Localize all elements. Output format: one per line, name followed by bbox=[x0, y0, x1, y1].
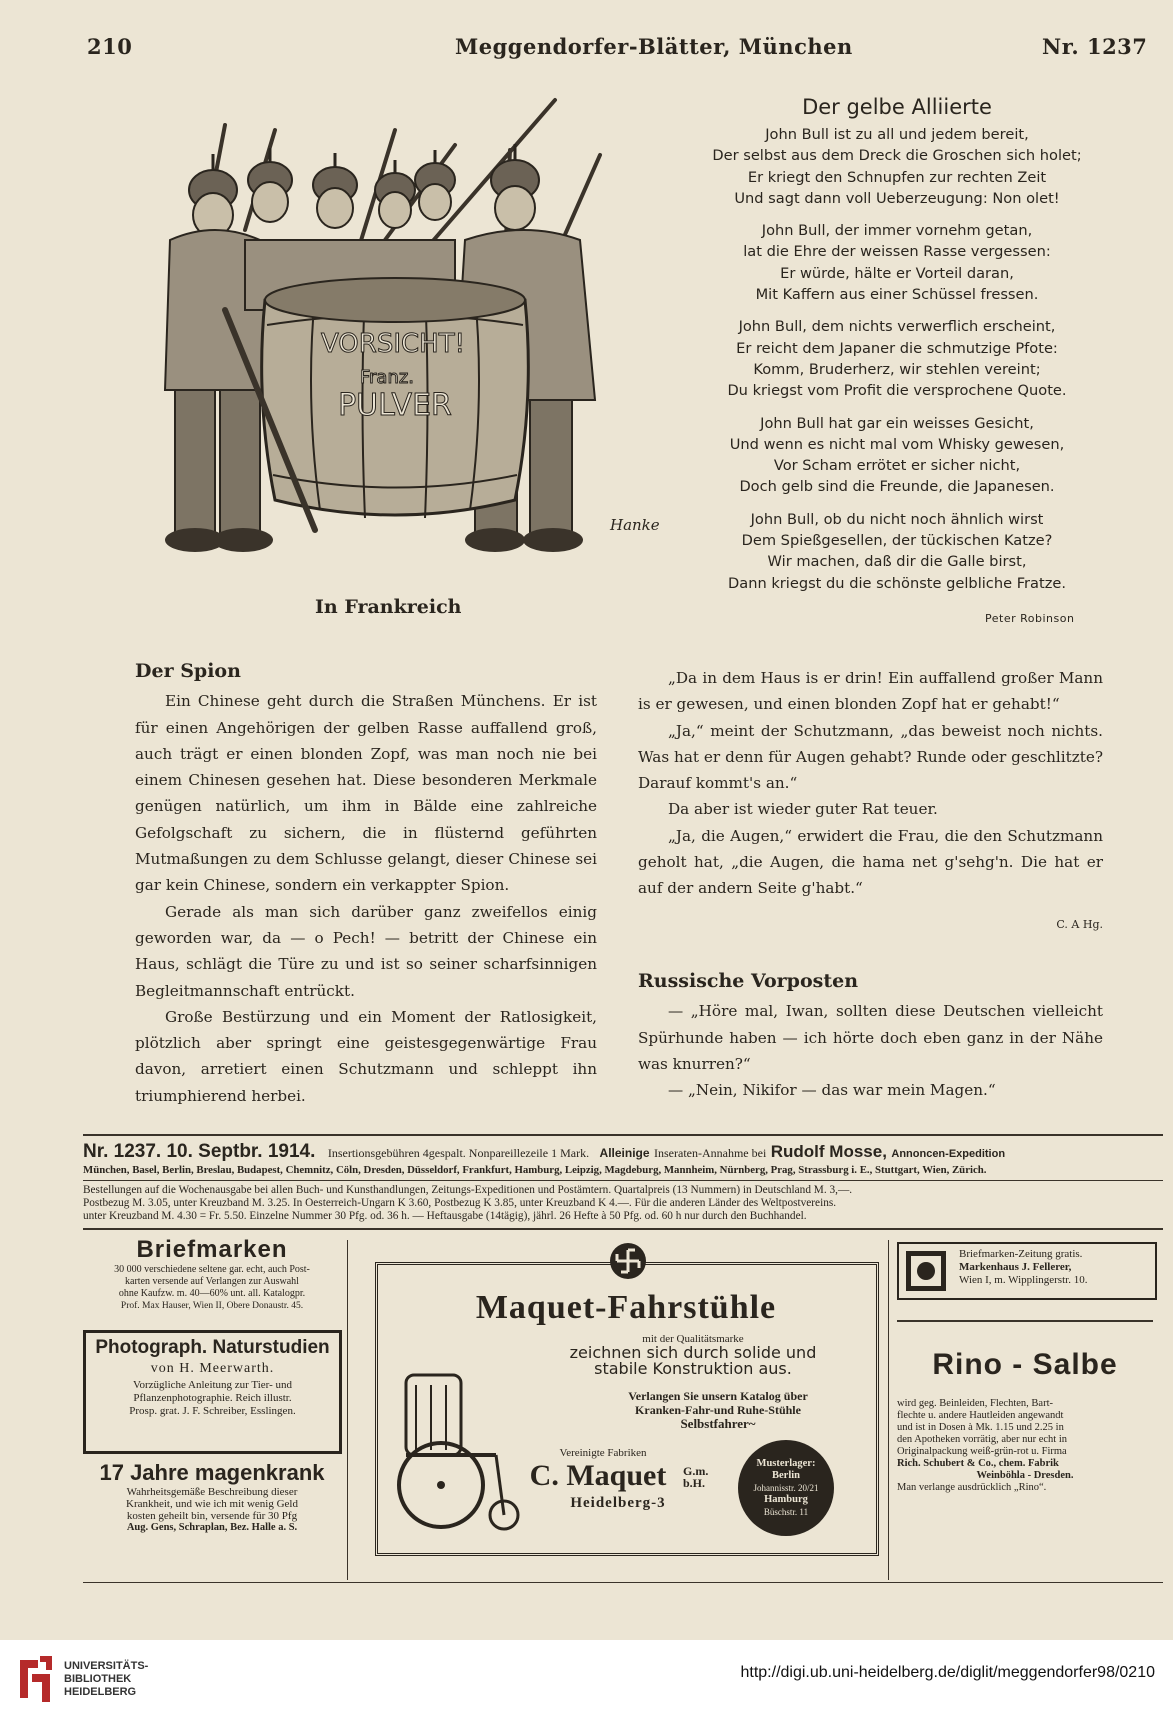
divider bbox=[897, 1320, 1153, 1322]
poem-stanza bbox=[690, 413, 1104, 498]
vorposten-paragraph: — „Höre mal, Iwan, sollten diese Deutschen vielleicht Spürhunde haben — ich hörte doch eben ganz in der Nähe was knurren?“ bbox=[638, 1002, 1103, 1073]
poem-line: Dem Spießgesellen, der tückischen Katze? bbox=[741, 532, 1053, 550]
divider bbox=[83, 1228, 1163, 1230]
poem-stanza bbox=[690, 220, 1104, 305]
ad-text: Prof. Max Hauser, Wien II, Obere Donaustr. 45. bbox=[120, 1301, 304, 1311]
ad-text: flechte u. andere Hautleiden angewandt bbox=[897, 1410, 1064, 1421]
spion-title: Der Spion bbox=[135, 660, 241, 682]
publication-title: Meggendorfer-Blätter, München bbox=[455, 34, 853, 59]
spion-paragraph: „Ja, die Augen,“ erwidert die Frau, die den Schutzmann geholt hat, „die Augen, die hama net g'sehg'n. Die hat er auf der andern Seite g'habt.“ bbox=[638, 826, 1103, 898]
library-footer bbox=[0, 1640, 1173, 1716]
vorposten-section bbox=[638, 968, 1103, 1103]
poem-line: John Bull ist zu all und jedem bereit, bbox=[765, 126, 1029, 143]
poem-line: Vor Scham errötet er sicher nicht, bbox=[773, 457, 1021, 475]
cartoon-caption: In Frankreich bbox=[315, 596, 462, 618]
ad-text: Verlangen Sie unsern Katalog über bbox=[628, 1389, 808, 1403]
spion-right-column bbox=[638, 665, 1103, 938]
order-line: Bestellungen auf die Wochenausgabe bei allen Buch- und Kunsthandlungen, Zeitungs-Expeditionen und Postämtern. Quartalpreis (13 Nummern) in Deutschland M. 3,—. bbox=[83, 1184, 853, 1196]
ad-text: Berlin bbox=[772, 1470, 800, 1481]
order-line: unter Kreuzband M. 4.30 = Fr. 5.50. Einzelne Nummer 30 Pfg. od. 36 h. — Heftausgabe (14tägig), jährl. 26 Hefte à 50 Pfg. od. 60 h nur durch den Buchhandel. bbox=[83, 1210, 807, 1222]
ad-text: Weinböhla - Dresden. bbox=[976, 1470, 1074, 1481]
ad-text: zeichnen sich durch solide und bbox=[569, 1343, 817, 1362]
poem-line: Dann kriegst du die schönste gelbliche Fratze. bbox=[728, 574, 1066, 592]
poem-line: Doch gelb sind die Freunde, die Japanesen. bbox=[739, 478, 1055, 496]
poem-stanza bbox=[690, 509, 1104, 594]
spion-paragraph: Ein Chinese geht durch die Straßen Münchens. Er ist für einen Angehörigen der gelben Rasse auffallend groß, auch trägt er einen blonden Zopf, was man noch nie bei einem Chinesen gesehen hat. Diese besonderen Merkmale genügen natürlich, um ihm in Bälde eine zahlreiche Gefolgschaft zu sichern, die in flüsternd geführten Mutmaßungen zu dem Schlusse gelangt, dieser Chinese sei gar kein Chinese, sondern ein verkappter Spion. bbox=[135, 692, 597, 895]
ad-text: Originalpackung weiß-grün-rot u. Firma bbox=[897, 1446, 1067, 1457]
ad-text: Johannisstr. 20/21 bbox=[753, 1483, 819, 1493]
divider bbox=[888, 1240, 889, 1580]
ad-text: von H. Meerwarth. bbox=[150, 1361, 275, 1376]
ad-text: Vereinigte Fabriken bbox=[559, 1447, 647, 1459]
ad-text: Man verlange ausdrücklich „Rino“. bbox=[897, 1482, 1047, 1493]
ad-text: Briefmarken-Zeitung gratis. bbox=[959, 1248, 1083, 1260]
spion-paragraph: Gerade als man sich darüber ganz zweifellos einig geworden war, da — o Pech! — betritt der Chinese ein Haus, schlägt die Türe zu und ist so seiner scharfsinnigen Begleitmannschaft entrückt. bbox=[135, 902, 597, 1000]
vorposten-title: Russische Vorposten bbox=[638, 970, 859, 992]
poem-line: John Bull, ob du nicht noch ähnlich wirst bbox=[750, 510, 1044, 528]
ad-text: Prosp. grat. J. F. Schreiber, Esslingen. bbox=[129, 1405, 296, 1417]
poem-line: Er reicht dem Japaner die schmutzige Pfote: bbox=[736, 339, 1058, 357]
poem-stanza bbox=[690, 316, 1104, 401]
poem-line: lat die Ehre der weissen Rasse vergessen: bbox=[743, 243, 1051, 261]
ad-text: 30 000 verschiedene seltene gar. echt, auch Post- bbox=[114, 1264, 310, 1275]
ad-text: Aug. Gens, Schraplan, Bez. Halle a. S. bbox=[126, 1522, 298, 1533]
ad-text: G.m. b.H. bbox=[683, 1464, 709, 1490]
cartoon-illustration bbox=[125, 90, 685, 595]
poem-line: Und wenn es nicht mal vom Whisky gewesen, bbox=[729, 435, 1065, 453]
ad-briefmarken-title: Briefmarken bbox=[136, 1236, 288, 1263]
ad-text: Heidelberg-3 bbox=[570, 1495, 666, 1511]
poem-stanza bbox=[690, 124, 1104, 209]
poem bbox=[690, 92, 1104, 605]
barrel-text-1: VORSICHT! bbox=[320, 329, 466, 359]
ad-text: karten versende auf Verlangen zur Auswahl bbox=[125, 1276, 299, 1287]
spion-left-column bbox=[135, 658, 597, 1109]
ad-text: Markenhaus J. Fellerer, bbox=[959, 1261, 1072, 1273]
vorposten-paragraph: — „Nein, Nikifor — das war mein Magen.“ bbox=[668, 1081, 996, 1100]
issue-date: Nr. 1237. 10. Septbr. 1914. bbox=[83, 1141, 316, 1162]
ad-briefmarken bbox=[83, 1236, 341, 1312]
poem-line: John Bull, dem nichts verwerflich erscheint, bbox=[738, 318, 1056, 336]
ad-photograph-title: Photograph. Naturstudien bbox=[95, 1337, 330, 1358]
source-url[interactable]: http://digi.ub.uni-heidelberg.de/diglit/meggendorfer98/0210 bbox=[740, 1664, 1155, 1681]
ad-maquet bbox=[375, 1262, 879, 1556]
ad-rino bbox=[897, 1348, 1153, 1494]
library-logo-icon bbox=[16, 1654, 54, 1704]
ad-magenkrank-title: 17 Jahre magenkrank bbox=[99, 1460, 325, 1485]
order-line: Postbezug M. 3.05, unter Kreuzband M. 3.25. In Oesterreich-Ungarn K 3.60, Postbezug K 3.85, unter Kreuzband K 4.—. Für die anderen Länder des Weltpostvereins. bbox=[83, 1197, 837, 1209]
spion-paragraph: „Da in dem Haus is er drin! Ein auffallend großer Mann is er gewesen, und einen blonden Zopf hat er gehabt!“ bbox=[638, 669, 1103, 714]
ad-text: Musterlager: bbox=[756, 1458, 816, 1469]
divider bbox=[347, 1240, 348, 1580]
poem-line: Und sagt dann voll Ueberzeugung: Non olet! bbox=[734, 189, 1060, 207]
ad-text: Rich. Schubert & Co., chem. Fabrik bbox=[897, 1458, 1059, 1469]
library-name-2: BIBLIOTHEK bbox=[64, 1673, 132, 1685]
ad-text: den Apotheken vorrätig, aber nur echt in bbox=[897, 1434, 1067, 1445]
spion-signature: C. A Hg. bbox=[1056, 917, 1103, 931]
page-number: 210 bbox=[87, 34, 133, 59]
library-name-3: HEIDELBERG bbox=[64, 1686, 137, 1698]
divider bbox=[83, 1134, 1163, 1136]
ad-text: Krankheit, und wie ich mit wenig Geld bbox=[126, 1498, 298, 1510]
poem-line: Wir machen, daß dir die Galle birst, bbox=[767, 553, 1027, 571]
ad-photograph bbox=[83, 1330, 342, 1454]
ad-zeitung bbox=[897, 1242, 1157, 1300]
poem-line: Der selbst aus dem Dreck die Groschen sich holet; bbox=[712, 147, 1082, 165]
poem-line: Er würde, hälte er Vorteil daran, bbox=[780, 264, 1014, 282]
ad-text: ohne Kaufzw. m. 40—60% unt. all. Katalogpr. bbox=[118, 1288, 306, 1299]
ad-text: Kranken-Fahr-und Ruhe-Stühle bbox=[635, 1403, 801, 1417]
spion-paragraph: „Ja,“ meint der Schutzmann, „das beweist noch nichts. Was hat er denn für Augen gehabt? Runde oder geschlitzte? Darauf kommt's an.“ bbox=[638, 721, 1103, 793]
ad-magenkrank bbox=[83, 1460, 341, 1534]
ad-text: und ist in Dosen à Mk. 1.15 und 2.25 in bbox=[897, 1422, 1064, 1433]
mosse-name: Rudolf Mosse, bbox=[770, 1142, 887, 1161]
annahme-label: Inseraten-Annahme bei bbox=[654, 1146, 767, 1160]
poem-line: Er kriegt den Schnupfen zur rechten Zeit bbox=[747, 168, 1047, 186]
ad-text: wird geg. Beinleiden, Flechten, Bart- bbox=[897, 1398, 1053, 1409]
ad-text: Vorzügliche Anleitung zur Tier- und bbox=[132, 1379, 293, 1391]
expedition-label: Annoncen-Expedition bbox=[891, 1148, 1006, 1160]
poem-line: John Bull hat gar ein weisses Gesicht, bbox=[760, 414, 1034, 432]
ad-text: kosten geheilt bin, versende für 30 Pfg bbox=[126, 1510, 298, 1522]
ad-text: Selbstfahrer~ bbox=[680, 1416, 756, 1431]
insertion-fee: Insertionsgebühren 4gespalt. Nonpareillezeile 1 Mark. bbox=[327, 1146, 590, 1160]
divider bbox=[83, 1180, 1163, 1181]
spion-paragraph: Da aber ist wieder guter Rat teuer. bbox=[668, 800, 938, 819]
library-name-1: UNIVERSITÄTS- bbox=[64, 1660, 149, 1672]
ad-text: Hamburg bbox=[764, 1494, 808, 1505]
stamp-icon bbox=[905, 1250, 947, 1292]
artist-signature: Hanke bbox=[610, 516, 660, 534]
cities-line: München, Basel, Berlin, Breslau, Budapest, Chemnitz, Cöln, Dresden, Düsseldorf, Frankfurt, Hamburg, Leipzig, Magdeburg, Mannheim, Nürnberg, Prag, Strassburg i. E., Stuttgart, Wien, Zürich. bbox=[83, 1164, 987, 1176]
poem-line: Du kriegst vom Profit die versprochene Quote. bbox=[727, 382, 1067, 400]
alleinige-label: Alleinige bbox=[599, 1146, 650, 1160]
ad-text: Wien I, m. Wipplingerstr. 10. bbox=[959, 1274, 1088, 1286]
ad-maquet-lager bbox=[738, 1440, 834, 1536]
ad-text: mit der Qualitätsmarke bbox=[642, 1333, 744, 1345]
issue-number: Nr. 1237 bbox=[1042, 34, 1148, 59]
poem-line: John Bull, der immer vornehm getan, bbox=[761, 222, 1033, 240]
poem-line: Mit Kaffern aus einer Schüssel fressen. bbox=[755, 286, 1039, 304]
spion-paragraph: Große Bestürzung und ein Moment der Ratlosigkeit, plötzlich aber springt eine geistesgegenwärtige Frau davon, arretiert einen Schutzmann und schleppt ihn triumphierend herbei. bbox=[135, 1007, 597, 1105]
barrel-text-2: Franz. bbox=[359, 367, 415, 388]
ad-text: Wahrheitsgemäße Beschreibung dieser bbox=[126, 1486, 298, 1498]
info-bar bbox=[83, 1141, 1163, 1163]
ad-text: Büschstr. 11 bbox=[763, 1507, 809, 1517]
ad-text: Pflanzenphotographie. Reich illustr. bbox=[133, 1392, 292, 1404]
ad-text: stabile Konstruktion aus. bbox=[594, 1359, 792, 1378]
ad-maquet-firm: C. Maquet bbox=[529, 1459, 667, 1492]
poem-line: Komm, Bruderherz, wir stehlen vereint; bbox=[753, 360, 1041, 378]
ad-maquet-title: Maquet-Fahrstühle bbox=[475, 1289, 777, 1326]
quality-mark-icon bbox=[608, 1241, 648, 1281]
divider bbox=[83, 1582, 1163, 1583]
poem-title: Der gelbe Alliierte bbox=[802, 95, 992, 119]
wheelchair-icon bbox=[386, 1365, 526, 1535]
barrel-text-3: PULVER bbox=[338, 388, 452, 423]
ad-rino-title: Rino - Salbe bbox=[932, 1348, 1118, 1381]
poem-author: Peter Robinson bbox=[985, 612, 1075, 625]
